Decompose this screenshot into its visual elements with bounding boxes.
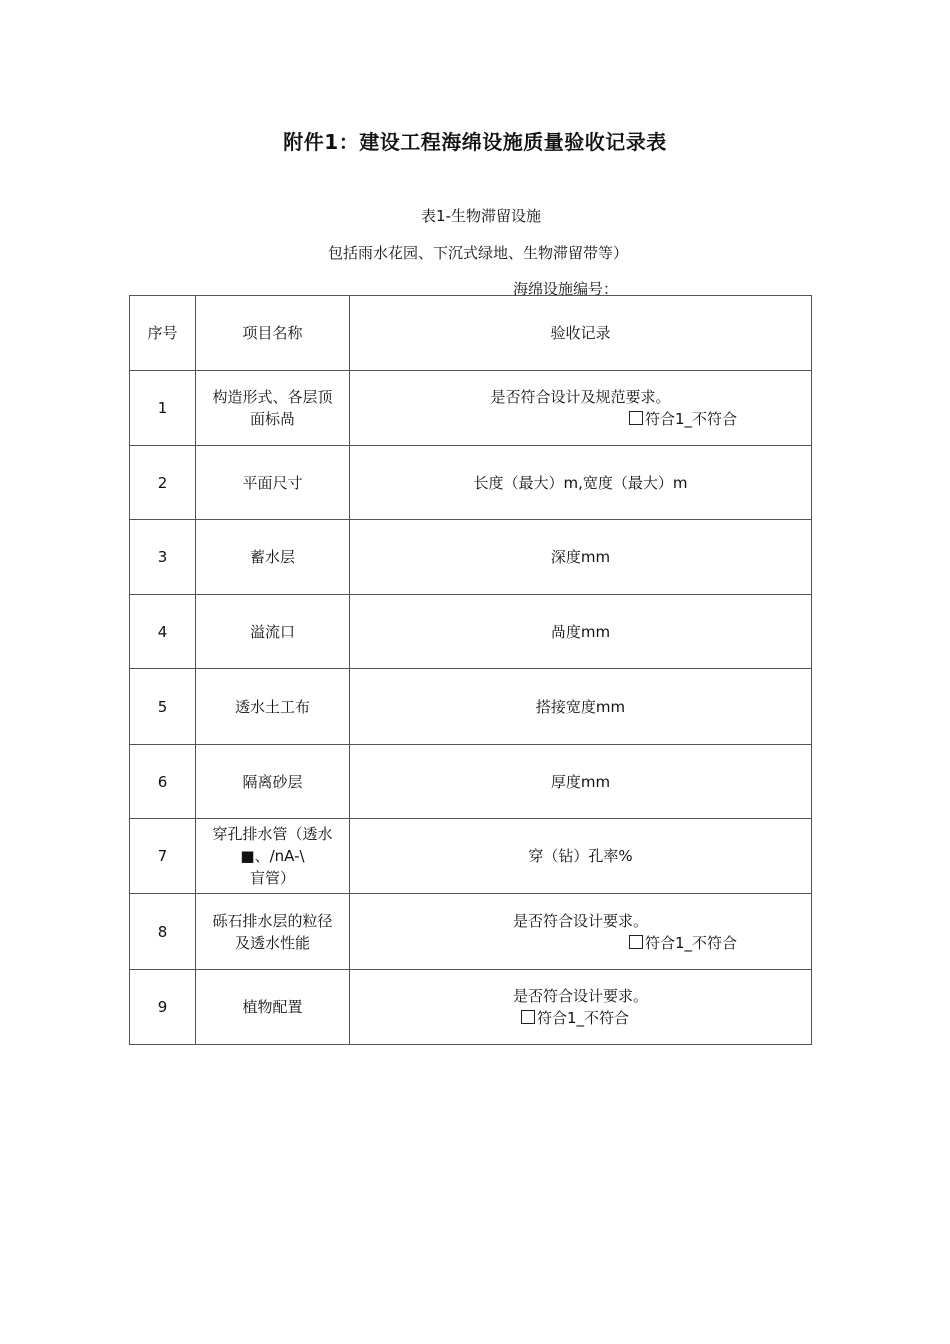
row-record: 咼度mm	[350, 595, 812, 669]
row-item-name: 透水土工布	[196, 669, 350, 745]
item-name-line: 穿孔排水管（透水	[212, 825, 333, 843]
table-row	[130, 970, 812, 1045]
row-record	[350, 894, 812, 970]
row-item-name: 植物配置	[196, 970, 350, 1045]
row-record: 厚度mm	[350, 745, 812, 819]
document-title: 附件1：建设工程海绵设施质量验收记录表	[283, 130, 667, 154]
row-item-name	[196, 819, 350, 894]
item-name-line: ■、/nA-\	[240, 847, 305, 865]
row-item-name: 平面尺寸	[196, 446, 350, 520]
row-item-name: 溢流口	[196, 595, 350, 669]
record-question: 是否符合设计要求。	[512, 911, 648, 930]
table-header-row	[130, 296, 812, 371]
record-question: 是否符合设计及规范要求。	[490, 388, 671, 406]
record-check	[350, 1007, 811, 1029]
checkbox-icon[interactable]	[521, 1010, 535, 1024]
table-subnote: 包括雨水花园、下沉式绿地、生物滞留带等）	[327, 244, 628, 262]
record-question: 是否符合设计要求。	[512, 987, 648, 1005]
row-no: 2	[130, 446, 196, 520]
table-row	[130, 446, 812, 520]
table-row	[130, 745, 812, 819]
row-no: 8	[130, 894, 196, 970]
item-name-line: 面标咼	[249, 410, 295, 428]
row-record	[350, 970, 812, 1045]
item-name-line: 构造形式、各层顶	[212, 388, 333, 406]
table-row	[130, 595, 812, 669]
row-no: 6	[130, 745, 196, 819]
item-name-line: 及透水性能	[234, 933, 310, 952]
row-record: 搭接宽度mm	[350, 669, 812, 745]
acceptance-record-table	[129, 295, 812, 1045]
row-item-name	[196, 371, 350, 446]
row-record: 长度（最大）m,宽度（最大）m	[350, 446, 812, 520]
check-label: 符合1_不符合	[537, 1009, 630, 1027]
table-row	[130, 819, 812, 894]
table-row	[130, 669, 812, 745]
record-check	[350, 408, 811, 430]
item-name-line: 砾石排水层的粒径	[212, 911, 333, 930]
row-record	[350, 371, 812, 446]
row-no: 3	[130, 520, 196, 595]
row-item-name: 蓄水层	[196, 520, 350, 595]
row-no: 4	[130, 595, 196, 669]
table-row	[130, 520, 812, 595]
header-no: 序号	[130, 296, 196, 371]
row-no: 1	[130, 371, 196, 446]
record-check	[350, 932, 811, 954]
row-record: 穿（钻）孔率%	[350, 819, 812, 894]
item-name-line: 盲管）	[249, 869, 295, 887]
check-label: 符合1_不符合	[644, 933, 737, 952]
row-item-name: 隔离砂层	[196, 745, 350, 819]
header-record: 验收记录	[350, 296, 812, 371]
table-subtitle: 表1-生物滞留设施	[421, 207, 541, 225]
checkbox-icon[interactable]	[629, 935, 643, 949]
row-item-name	[196, 894, 350, 970]
check-label: 符合1_不符合	[644, 410, 737, 428]
header-item-name: 项目名称	[196, 296, 350, 371]
row-no: 9	[130, 970, 196, 1045]
checkbox-icon[interactable]	[629, 411, 643, 425]
table-row	[130, 371, 812, 446]
table-row	[130, 894, 812, 970]
row-no: 5	[130, 669, 196, 745]
row-record: 深度mm	[350, 520, 812, 595]
facility-code-label: 海绵设施编号：	[513, 280, 619, 298]
row-no: 7	[130, 819, 196, 894]
